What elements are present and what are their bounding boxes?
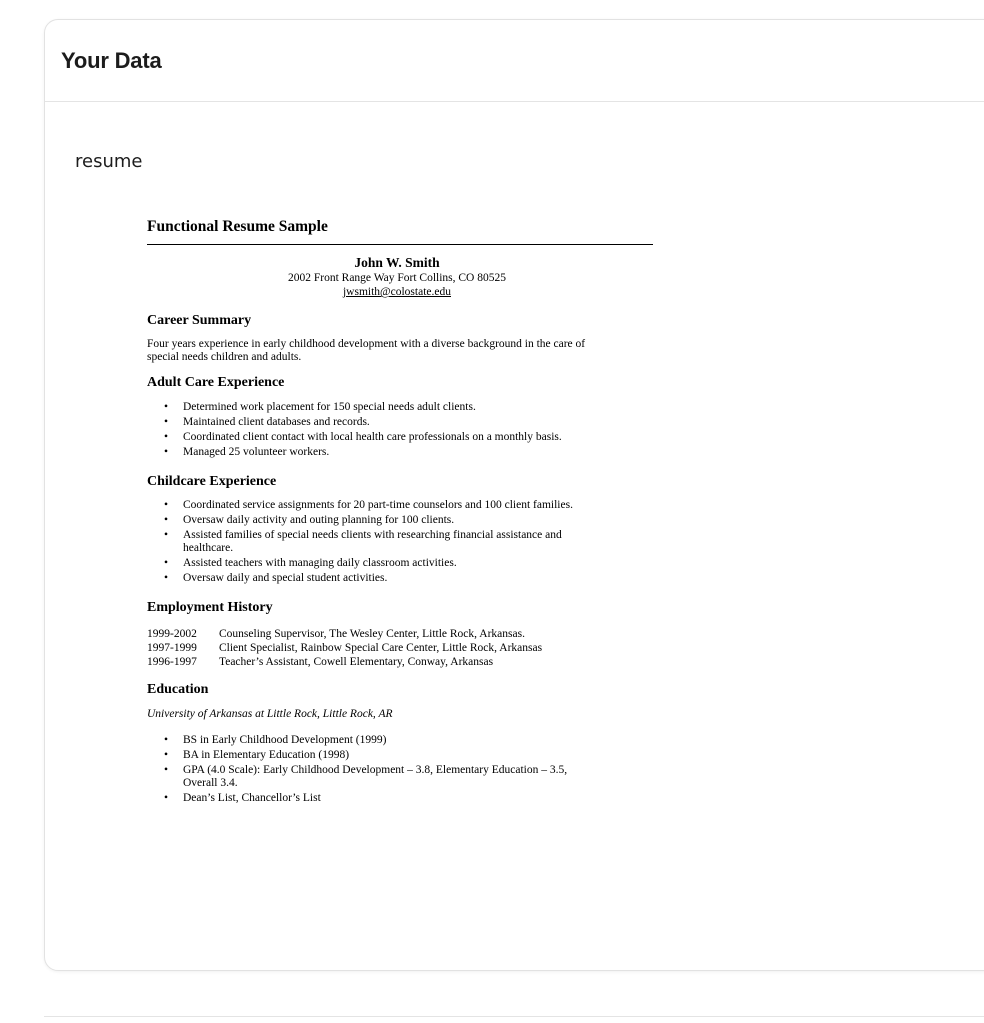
employment-years: 1999-2002 bbox=[147, 628, 197, 640]
bottom-divider bbox=[44, 1016, 984, 1017]
employment-row bbox=[147, 641, 653, 655]
education-heading: Education bbox=[147, 682, 209, 697]
file-name: resume bbox=[75, 151, 143, 172]
list-item: • Assisted teachers with managing daily classroom activities. bbox=[164, 557, 457, 569]
resume-title: Functional Resume Sample bbox=[147, 217, 653, 245]
list-item: • Dean’s List, Chancellor’s List bbox=[164, 792, 321, 804]
list-item: • Assisted families of special needs clients with researching financial assistance and healthcare. bbox=[164, 529, 562, 554]
employment-heading: Employment History bbox=[147, 600, 273, 615]
list-item: • Coordinated service assignments for 20 part-time counselors and 100 client families. bbox=[164, 499, 573, 511]
employment-row bbox=[147, 655, 653, 669]
list-item: • BS in Early Childhood Development (1999) bbox=[164, 734, 387, 746]
data-card bbox=[44, 19, 984, 971]
employment-row bbox=[147, 627, 653, 641]
education-list bbox=[147, 734, 653, 805]
career-summary-heading: Career Summary bbox=[147, 313, 252, 328]
adult-care-heading: Adult Care Experience bbox=[147, 375, 285, 390]
childcare-heading: Childcare Experience bbox=[147, 474, 277, 489]
employment-years: 1997-1999 bbox=[147, 642, 197, 654]
contact-email-link[interactable]: jwsmith@colostate.edu bbox=[342, 286, 451, 298]
page-title: Your Data bbox=[61, 47, 162, 73]
education-school: University of Arkansas at Little Rock, Little Rock, AR bbox=[147, 708, 393, 720]
list-item: • Oversaw daily activity and outing planning for 100 clients. bbox=[164, 514, 455, 526]
list-item: • BA in Elementary Education (1998) bbox=[164, 749, 350, 761]
contact-address: 2002 Front Range Way Fort Collins, CO 80525 bbox=[287, 272, 506, 284]
list-item: • Oversaw daily and special student activities. bbox=[164, 572, 388, 584]
employment-detail: Teacher’s Assistant, Cowell Elementary, Conway, Arkansas bbox=[219, 656, 494, 668]
adult-care-list bbox=[147, 401, 653, 459]
list-item: • Managed 25 volunteer workers. bbox=[164, 446, 330, 458]
list-item: • GPA (4.0 Scale): Early Childhood Development – 3.8, Elementary Education – 3.5, Overall 3.4. bbox=[164, 764, 568, 789]
contact-block bbox=[147, 255, 653, 299]
career-summary-text: Four years experience in early childhood development with a diverse background in the care of special needs children and adults. bbox=[147, 338, 586, 363]
employment-detail: Counseling Supervisor, The Wesley Center, Little Rock, Arkansas. bbox=[219, 628, 525, 640]
list-item: • Coordinated client contact with local health care professionals on a monthly basis. bbox=[164, 431, 562, 443]
list-item: • Determined work placement for 150 special needs adult clients. bbox=[164, 401, 476, 413]
employment-years: 1996-1997 bbox=[147, 656, 197, 668]
card-header bbox=[45, 20, 984, 102]
list-item: • Maintained client databases and records. bbox=[164, 416, 370, 428]
employment-detail: Client Specialist, Rainbow Special Care Center, Little Rock, Arkansas bbox=[219, 642, 543, 654]
resume-document bbox=[147, 217, 653, 807]
contact-name: John W. Smith bbox=[354, 255, 440, 270]
childcare-list bbox=[147, 499, 653, 585]
